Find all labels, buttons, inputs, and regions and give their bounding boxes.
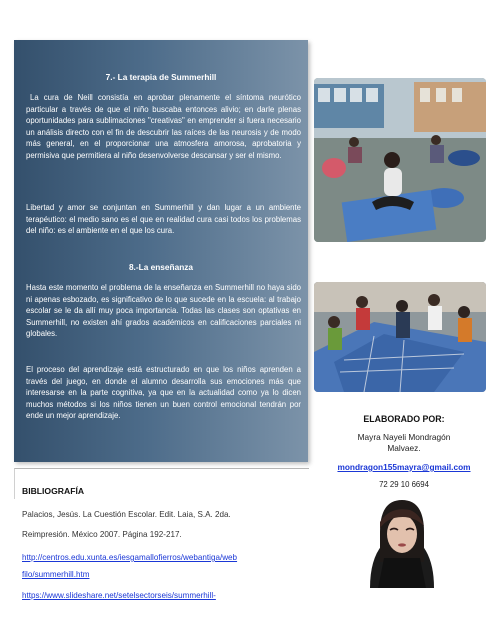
- paragraph-terapia-1: La cura de Neill consistía en aprobar plenamente el síntoma neurótico particular a través de que el niño buscaba entonces alivio; en darle plenas oportunidades para sublimaciones "creativas" en emprender si fuera necesario un análisis directo con el fin de descubrir las raíces de las neurosis y de modo más general, en el proporcionar una atmosfera amorosa, aprobatoria y permisiva que permitiera al niño desenvolverse descansar y ser el mismo.: [26, 93, 301, 160]
- bibliography-link-1[interactable]: http://centros.edu.xunta.es/iesgamallofierros/webantiga/web: [22, 553, 238, 562]
- section-title-terapia: 7.- La terapia de Summerhill: [105, 72, 217, 82]
- author-name-line-2: Malvaez.: [387, 443, 421, 453]
- author-phone: 72 29 10 6694: [379, 480, 429, 489]
- author-name-line-1: Mayra Nayeli Mondragón: [357, 432, 451, 442]
- paragraph-ensenanza-1: Hasta este momento el problema de la enseñanza en Summerhill no haya sido ni apenas esbozado, es significativo de lo que sucede en la escuela: al trabajo escolar se le da allí muy poca importancia. Todas las clases son optativas en Summerhill, no existen ahí grados académicos en calificaciones parciales ni globales.: [26, 283, 301, 339]
- paragraph-ensenanza-2: El proceso del aprendizaje está estructurado en que los niños aprenden a través del juego, en donde el alumno desarrolla sus emociones más que interesarse en la parte cognitiva, ya que en la actualidad como ya lo dicen muchos métodos si los niños tienen un buen control emocional tendrán por ende un mejor aprendizaje.: [26, 365, 301, 421]
- bibliography-title: BIBLIOGRAFÍA: [22, 486, 85, 496]
- bibliography-link-1-cont[interactable]: filo/summerhill.htm: [22, 570, 90, 579]
- author-portrait: [364, 492, 440, 588]
- bibliography-ref-1-line-2: Reimpresión. México 2007. Página 192-217.: [22, 530, 182, 539]
- kids-playing-photo: [314, 282, 486, 392]
- author-email-link[interactable]: mondragon155mayra@gmail.com: [337, 462, 471, 472]
- section-title-ensenanza: 8.-La enseñanza: [128, 262, 194, 272]
- author-heading: ELABORADO POR:: [363, 414, 445, 424]
- paragraph-terapia-2: Libertad y amor se conjuntan en Summerhill y dan lugar a un ambiente terapéutico: el medio sano es el que en realidad cura casi todos los problemas del niño: es el ambiente en el que los cura.: [26, 203, 301, 236]
- yoga-class-photo: [314, 78, 486, 242]
- content-panel: [14, 40, 308, 462]
- bibliography-ref-1-line-1: Palacios, Jesús. La Cuestión Escolar. Edit. Laia, S.A. 2da.: [22, 510, 231, 519]
- bibliography-link-2[interactable]: https://www.slideshare.net/setelsectorseis/summerhill-: [22, 591, 216, 600]
